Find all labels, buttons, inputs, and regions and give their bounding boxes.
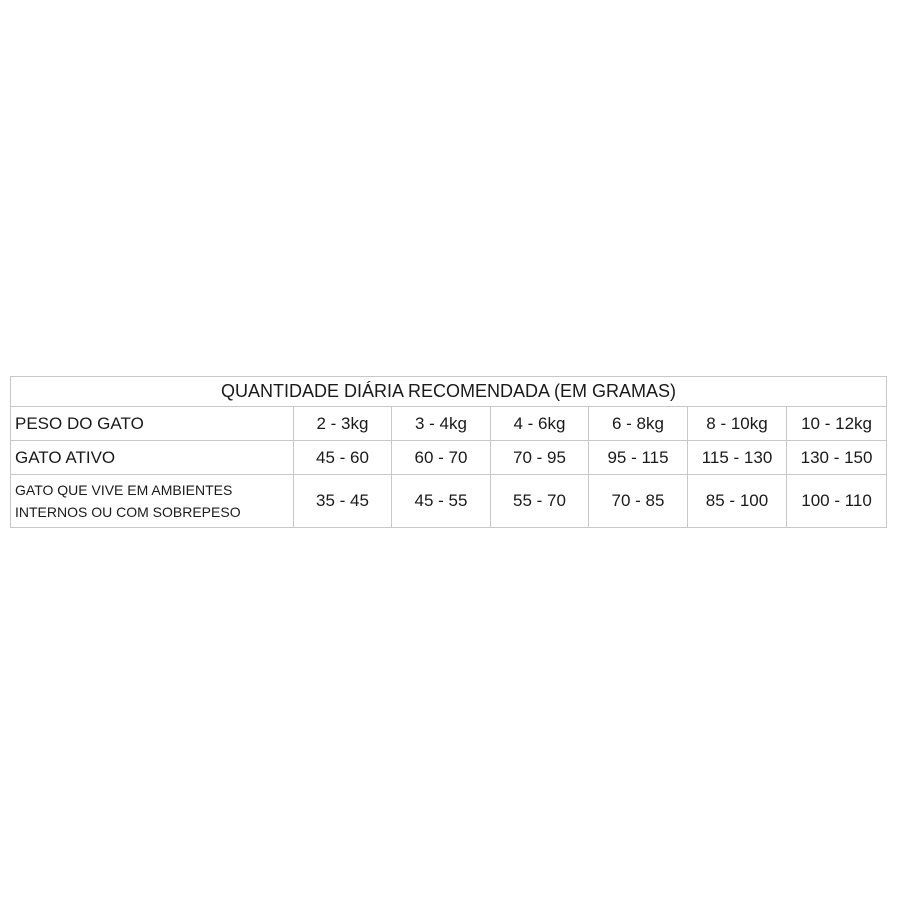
row-label-line: GATO QUE VIVE EM AMBIENTES [15, 482, 233, 498]
amount-cell: 85 - 100 [688, 475, 787, 528]
table-title: QUANTIDADE DIÁRIA RECOMENDADA (EM GRAMAS) [11, 377, 887, 407]
weight-range-cell: 8 - 10kg [688, 407, 787, 441]
weight-range-cell: 6 - 8kg [589, 407, 688, 441]
row-label [11, 475, 294, 528]
weight-header-row [11, 407, 887, 441]
amount-cell: 100 - 110 [787, 475, 887, 528]
amount-cell: 95 - 115 [589, 441, 688, 475]
amount-cell: 115 - 130 [688, 441, 787, 475]
amount-cell: 70 - 95 [491, 441, 589, 475]
amount-cell: 35 - 45 [294, 475, 392, 528]
weight-range-cell: 10 - 12kg [787, 407, 887, 441]
amount-cell: 60 - 70 [392, 441, 491, 475]
table-row-indoor-cat [11, 475, 887, 528]
weight-range-cell: 4 - 6kg [491, 407, 589, 441]
weight-range-cell: 3 - 4kg [392, 407, 491, 441]
table-row-active-cat [11, 441, 887, 475]
table-title-row [11, 377, 887, 407]
weight-header-label: PESO DO GATO [11, 407, 294, 441]
amount-cell: 45 - 60 [294, 441, 392, 475]
amount-cell: 130 - 150 [787, 441, 887, 475]
feeding-table [10, 376, 887, 528]
amount-cell: 70 - 85 [589, 475, 688, 528]
row-label: GATO ATIVO [11, 441, 294, 475]
amount-cell: 45 - 55 [392, 475, 491, 528]
weight-range-cell: 2 - 3kg [294, 407, 392, 441]
amount-cell: 55 - 70 [491, 475, 589, 528]
row-label-line: INTERNOS OU COM SOBREPESO [15, 504, 241, 520]
